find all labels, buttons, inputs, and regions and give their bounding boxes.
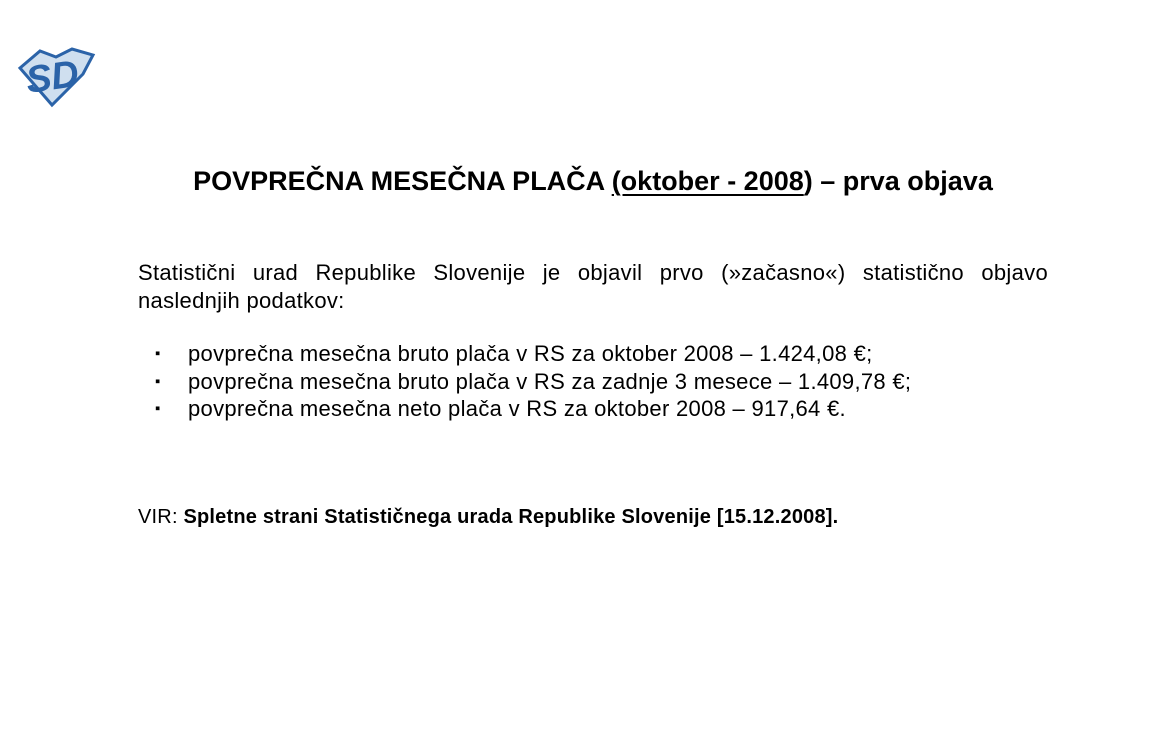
- list-item: [155, 395, 1050, 423]
- page-title: [138, 164, 1048, 198]
- source-label: VIR:: [138, 506, 178, 528]
- square-bullet-icon: ▪: [155, 372, 161, 390]
- intro-paragraph: [138, 259, 1048, 314]
- list-item: [155, 340, 1050, 368]
- logo-letters: SD: [23, 53, 82, 102]
- bullet-text: povprečna mesečna bruto plača v RS za zadnje 3 mesece – 1.409,78 €;: [188, 368, 912, 394]
- sd-diamond-logo-icon: [14, 46, 98, 108]
- list-item: [155, 368, 1050, 396]
- intro-text: Statistični urad Republike Slovenije je objavil prvo (»začasno«) statistično objavo naslednjih podatkov:: [138, 260, 1048, 313]
- title-prefix: POVPREČNA MESEČNA PLAČA: [193, 166, 612, 196]
- square-bullet-icon: ▪: [155, 345, 161, 362]
- bullet-text: povprečna mesečna neto plača v RS za oktober 2008 – 917,64 €.: [188, 396, 846, 421]
- salary-bullet-list: [155, 340, 1050, 423]
- bullet-text: povprečna mesečna bruto plača v RS za oktober 2008 – 1.424,08 €;: [188, 341, 873, 366]
- square-bullet-icon: ▪: [155, 400, 161, 417]
- title-underlined-period: (oktober - 2008: [611, 166, 804, 196]
- title-suffix: ) – prva objava: [803, 166, 993, 196]
- source-reference: Spletne strani Statističnega urada Republike Slovenije [15.12.2008].: [183, 506, 839, 528]
- source-line: [138, 505, 1048, 529]
